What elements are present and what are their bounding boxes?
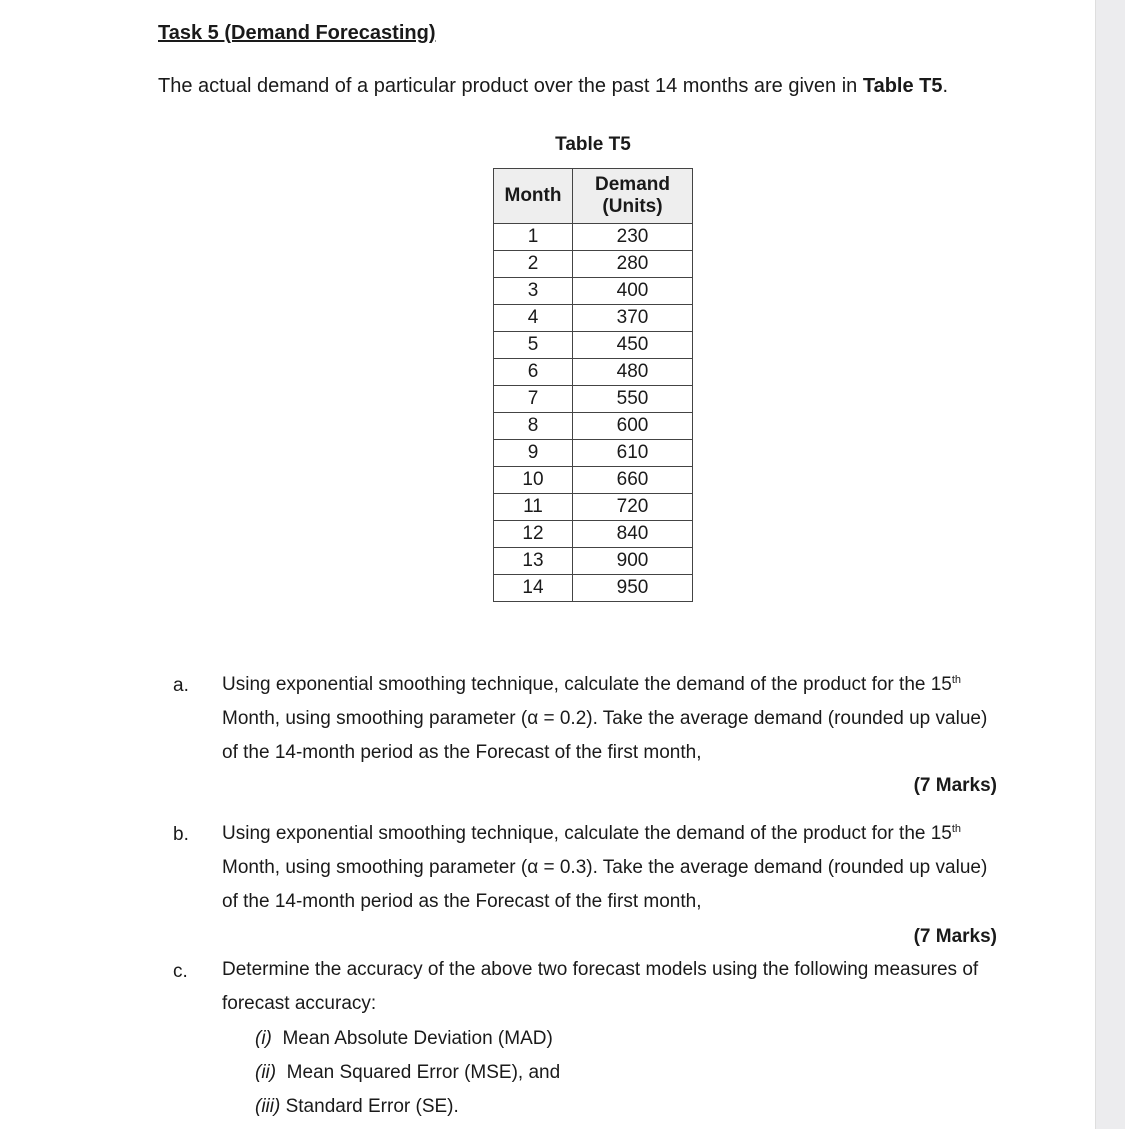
demand-cell: 950 xyxy=(573,575,693,602)
question-a-line2: Month, using smoothing parameter (α = 0.2). Take the average demand (rounded up value) xyxy=(222,708,988,729)
measure-item-se: (iii) Standard Error (SE). xyxy=(255,1096,459,1117)
table-row xyxy=(494,332,693,359)
table-header-row xyxy=(494,169,693,224)
header-demand-line2: (Units) xyxy=(602,196,663,217)
demand-cell: 230 xyxy=(573,224,693,251)
question-a-letter: a. xyxy=(173,675,189,696)
demand-cell: 480 xyxy=(573,359,693,386)
table-caption: Table T5 xyxy=(555,134,631,155)
ordinal-suffix: th xyxy=(951,674,962,686)
question-c-text xyxy=(222,953,1027,1021)
ordinal-suffix: th xyxy=(951,823,962,835)
month-cell: 13 xyxy=(494,548,573,575)
table-row xyxy=(494,575,693,602)
month-cell: 8 xyxy=(494,413,573,440)
question-b-letter: b. xyxy=(173,824,189,845)
demand-cell: 400 xyxy=(573,278,693,305)
question-c-line2: forecast accuracy: xyxy=(222,993,377,1014)
table-row xyxy=(494,521,693,548)
question-b-marks: (7 Marks) xyxy=(913,926,997,947)
demand-table xyxy=(493,168,693,602)
question-a-text xyxy=(222,668,1027,770)
intro-table-ref: Table T5 xyxy=(862,75,943,97)
question-a-line1: Using exponential smoothing technique, calculate the demand of the product for the 15th xyxy=(222,674,962,695)
table-row xyxy=(494,251,693,278)
question-a-marks: (7 Marks) xyxy=(913,775,997,796)
month-cell: 5 xyxy=(494,332,573,359)
table-row xyxy=(494,359,693,386)
demand-cell: 550 xyxy=(573,386,693,413)
demand-cell: 600 xyxy=(573,413,693,440)
intro-period: . xyxy=(942,75,949,97)
task-title: Task 5 (Demand Forecasting) xyxy=(158,22,436,44)
intro-paragraph xyxy=(158,75,948,98)
table-row xyxy=(494,224,693,251)
header-demand xyxy=(573,169,693,224)
month-cell: 3 xyxy=(494,278,573,305)
question-b-text xyxy=(222,817,1027,919)
demand-cell: 610 xyxy=(573,440,693,467)
month-cell: 11 xyxy=(494,494,573,521)
measure-item-mse: (ii) Mean Squared Error (MSE), and xyxy=(255,1062,561,1083)
table-row xyxy=(494,440,693,467)
intro-text: The actual demand of a particular product over the past 14 months are given in xyxy=(158,75,863,97)
demand-cell: 450 xyxy=(573,332,693,359)
demand-cell: 370 xyxy=(573,305,693,332)
month-cell: 1 xyxy=(494,224,573,251)
table-row xyxy=(494,494,693,521)
question-c-letter: c. xyxy=(173,961,188,982)
month-cell: 2 xyxy=(494,251,573,278)
demand-cell: 660 xyxy=(573,467,693,494)
table-row xyxy=(494,278,693,305)
header-demand-line1: Demand xyxy=(595,174,670,195)
month-cell: 7 xyxy=(494,386,573,413)
question-b-line2: Month, using smoothing parameter (α = 0.3). Take the average demand (rounded up value) xyxy=(222,857,988,878)
month-cell: 10 xyxy=(494,467,573,494)
header-month: Month xyxy=(494,169,573,224)
question-c-line1: Determine the accuracy of the above two forecast models using the following measures of xyxy=(222,959,979,980)
month-cell: 6 xyxy=(494,359,573,386)
month-cell: 14 xyxy=(494,575,573,602)
demand-cell: 840 xyxy=(573,521,693,548)
month-cell: 12 xyxy=(494,521,573,548)
table-row xyxy=(494,386,693,413)
measure-item-mad: (i) Mean Absolute Deviation (MAD) xyxy=(255,1028,553,1049)
demand-cell: 720 xyxy=(573,494,693,521)
table-row xyxy=(494,548,693,575)
question-b-line3: of the 14-month period as the Forecast of the first month, xyxy=(222,891,702,912)
table-row xyxy=(494,467,693,494)
viewer-gutter xyxy=(1095,0,1125,1129)
demand-cell: 280 xyxy=(573,251,693,278)
demand-cell: 900 xyxy=(573,548,693,575)
question-a-line3: of the 14-month period as the Forecast of the first month, xyxy=(222,742,702,763)
question-b-line1: Using exponential smoothing technique, calculate the demand of the product for the 15th xyxy=(222,823,962,844)
table-row xyxy=(494,305,693,332)
month-cell: 4 xyxy=(494,305,573,332)
month-cell: 9 xyxy=(494,440,573,467)
table-row xyxy=(494,413,693,440)
